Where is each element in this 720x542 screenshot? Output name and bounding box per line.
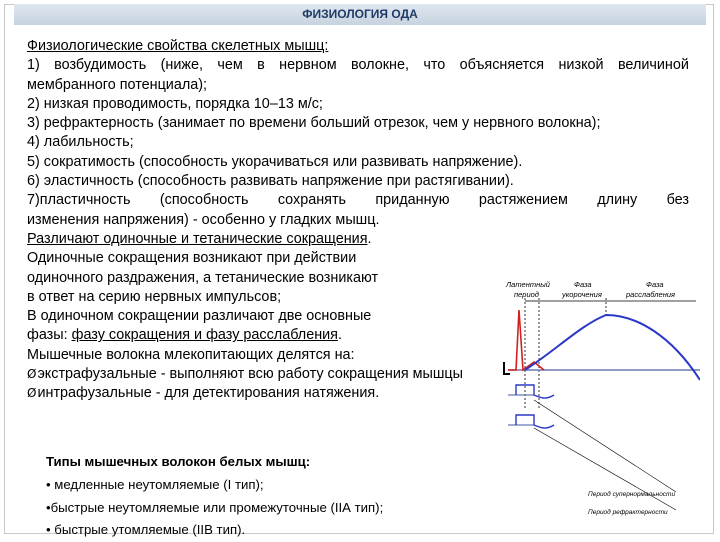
property-7-word: (способность [159, 192, 249, 209]
contraction-types-line [27, 230, 689, 249]
property-1-word: возбудимость [54, 57, 147, 74]
property-1-word: чем [217, 57, 243, 74]
page-title: ФИЗИОЛОГИЯ ОДА [302, 7, 418, 21]
property-1-word: величиной [617, 57, 689, 74]
property-7-line-1 [27, 191, 689, 210]
property-1-word: волокне, [351, 57, 409, 74]
contraction-diagram [486, 270, 700, 532]
property-1-word: низкой [558, 57, 604, 74]
fiber-division-line: Мышечные волокна млекопитающих делятся на: [27, 346, 355, 363]
fiber-types-title: Типы мышечных волокон белых мышц: [46, 454, 311, 469]
fiber-type-item: • быстрые утомляемые (IIВ тип). [46, 522, 246, 538]
fiber-type-item: •быстрые неутомляемые или промежуточные (IIА тип); [46, 499, 384, 515]
bullet-intrafusal-text: интрафузальные - для детектирования натяжения. [37, 385, 380, 402]
property-7-word: 7)пластичность [27, 192, 131, 209]
property-1-line-2: мембранного потенциала); [27, 76, 208, 93]
property-1-line-1 [27, 56, 689, 75]
relaxation-label-line-1: Фаза [646, 280, 664, 289]
fiber-type-item: • медленные неутомляемые (I тип); [46, 476, 264, 492]
fiber-types-block [46, 451, 496, 542]
section-heading: Физиологические свойства скелетных мышц: [27, 38, 329, 54]
phases-underlined: фазу сокращения и фазу расслабления [71, 327, 338, 344]
property-1-word: что [423, 57, 446, 74]
single-contraction-line-3: в ответ на серию нервных импульсов; [27, 288, 282, 305]
supernormal-pointer [534, 400, 676, 492]
stimulus-marker [504, 362, 510, 374]
latent-label-line-1: Латентный [506, 280, 550, 289]
bullet-extrafusal-text: экстрафузальные - выполняют всю работу сокращения мышцы [37, 366, 464, 383]
arrow-bullet-icon: Ø [27, 367, 37, 382]
single-contraction-line-2: одиночного раздражения, а тетанические возникают [27, 269, 379, 286]
contraction-types-period: . [367, 230, 372, 247]
property-1-word: (ниже, [160, 57, 203, 74]
property-1-word: нервном [279, 57, 337, 74]
property-1-word: 1) [27, 57, 40, 74]
supernormal-label: Период супернормальности [588, 491, 676, 498]
relaxation-label-line-2: расслабления [626, 290, 676, 299]
header-band [14, 4, 706, 25]
property-7-word: без [666, 192, 689, 209]
phases-prefix: фазы: [27, 327, 72, 344]
property-5: 5) сократимость (способность укорачиваться или развивать напряжение). [27, 153, 523, 170]
excitability-lower-curve [516, 415, 554, 428]
contraction-label-line-2: укорочения [562, 290, 602, 299]
property-1-word: в [257, 57, 265, 74]
phases-line-1: В одиночном сокращении различают две основные [27, 308, 372, 325]
refractory-label: Период рефрактерности [588, 509, 668, 516]
property-3: 3) рефрактерность (занимает по времени больший отрезок, чем у нервного волокна); [27, 115, 601, 132]
property-1-word: объясняется [459, 57, 545, 74]
property-7-word: длину [597, 192, 638, 209]
latent-label-line-2: период [514, 290, 539, 299]
property-7-word: сохранять [277, 192, 347, 209]
contraction-label-line-1: Фаза [574, 280, 592, 289]
contraction-types-underlined: Различают одиночные и тетанические сокращения [27, 230, 368, 247]
single-contraction-line-1: Одиночные сокращения возникают при действии [27, 250, 357, 267]
excitability-upper-curve [516, 385, 554, 398]
arrow-bullet-icon: Ø [27, 386, 37, 401]
property-7-word: растяжением [478, 192, 568, 209]
property-7-line-2: изменения напряжения) - особенно у гладких мышц. [27, 211, 380, 228]
property-4: 4) лабильность; [27, 134, 134, 151]
phases-period: . [337, 327, 342, 344]
property-7-word: приданную [375, 192, 450, 209]
property-6: 6) эластичность (способность развивать напряжение при растягивании). [27, 173, 514, 190]
property-2: 2) низкая проводимость, порядка 10–13 м/с; [27, 95, 323, 112]
